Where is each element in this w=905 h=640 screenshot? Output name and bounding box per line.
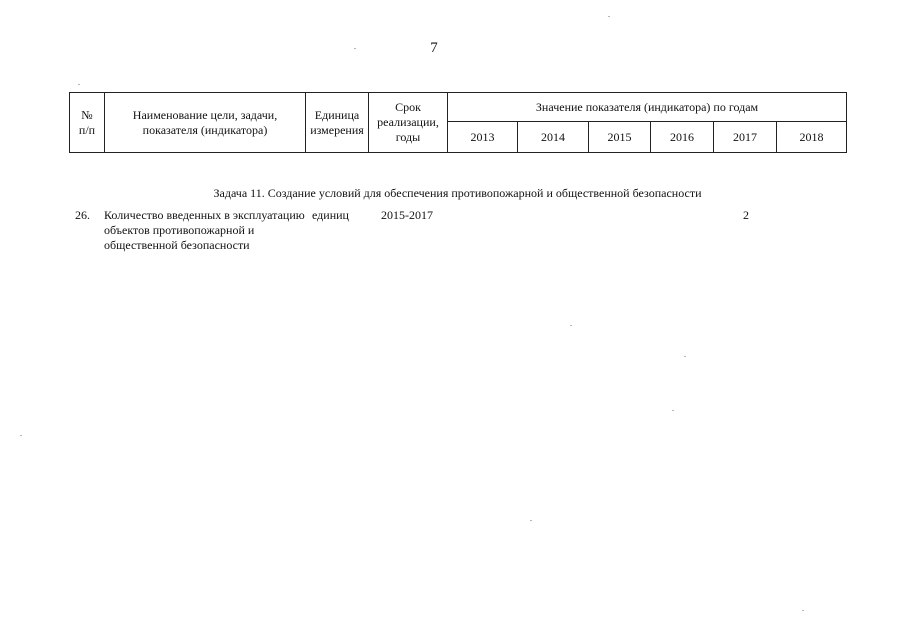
scan-speck: [20, 435, 22, 436]
header-name: Наименование цели, задачи, показателя (индикатора): [105, 93, 306, 153]
header-years-group: Значение показателя (индикатора) по годам: [448, 93, 847, 122]
indicator-name: Количество введенных в эксплуатацию объектов противопожарной и общественной безопасности: [104, 208, 305, 252]
indicator-table: [69, 92, 847, 153]
header-year-2017: 2017: [714, 122, 777, 153]
scan-speck: [530, 520, 532, 521]
scan-speck: [570, 325, 572, 326]
page-number: 7: [430, 40, 438, 56]
header-year-2016: 2016: [651, 122, 714, 153]
task-heading: Задача 11. Создание условий для обеспечения противопожарной и общественной безопасности: [213, 186, 702, 200]
row-number: 26.: [75, 208, 90, 222]
header-num: № п/п: [70, 93, 105, 153]
header-period: Срок реализации, годы: [369, 93, 448, 153]
scan-speck: [608, 16, 610, 17]
scan-speck: [354, 48, 356, 49]
header-year-2014: 2014: [518, 122, 589, 153]
unit-cell: единиц: [312, 208, 349, 222]
scan-speck: [78, 84, 80, 85]
scan-speck: [802, 610, 804, 611]
scan-speck: [684, 356, 686, 357]
header-unit: Единица измерения: [306, 93, 369, 153]
period-cell: 2015-2017: [381, 208, 433, 222]
value-2017-cell: 2: [743, 208, 749, 222]
header-year-2018: 2018: [777, 122, 847, 153]
header-year-2013: 2013: [448, 122, 518, 153]
header-year-2015: 2015: [589, 122, 651, 153]
scan-speck: [672, 410, 674, 411]
